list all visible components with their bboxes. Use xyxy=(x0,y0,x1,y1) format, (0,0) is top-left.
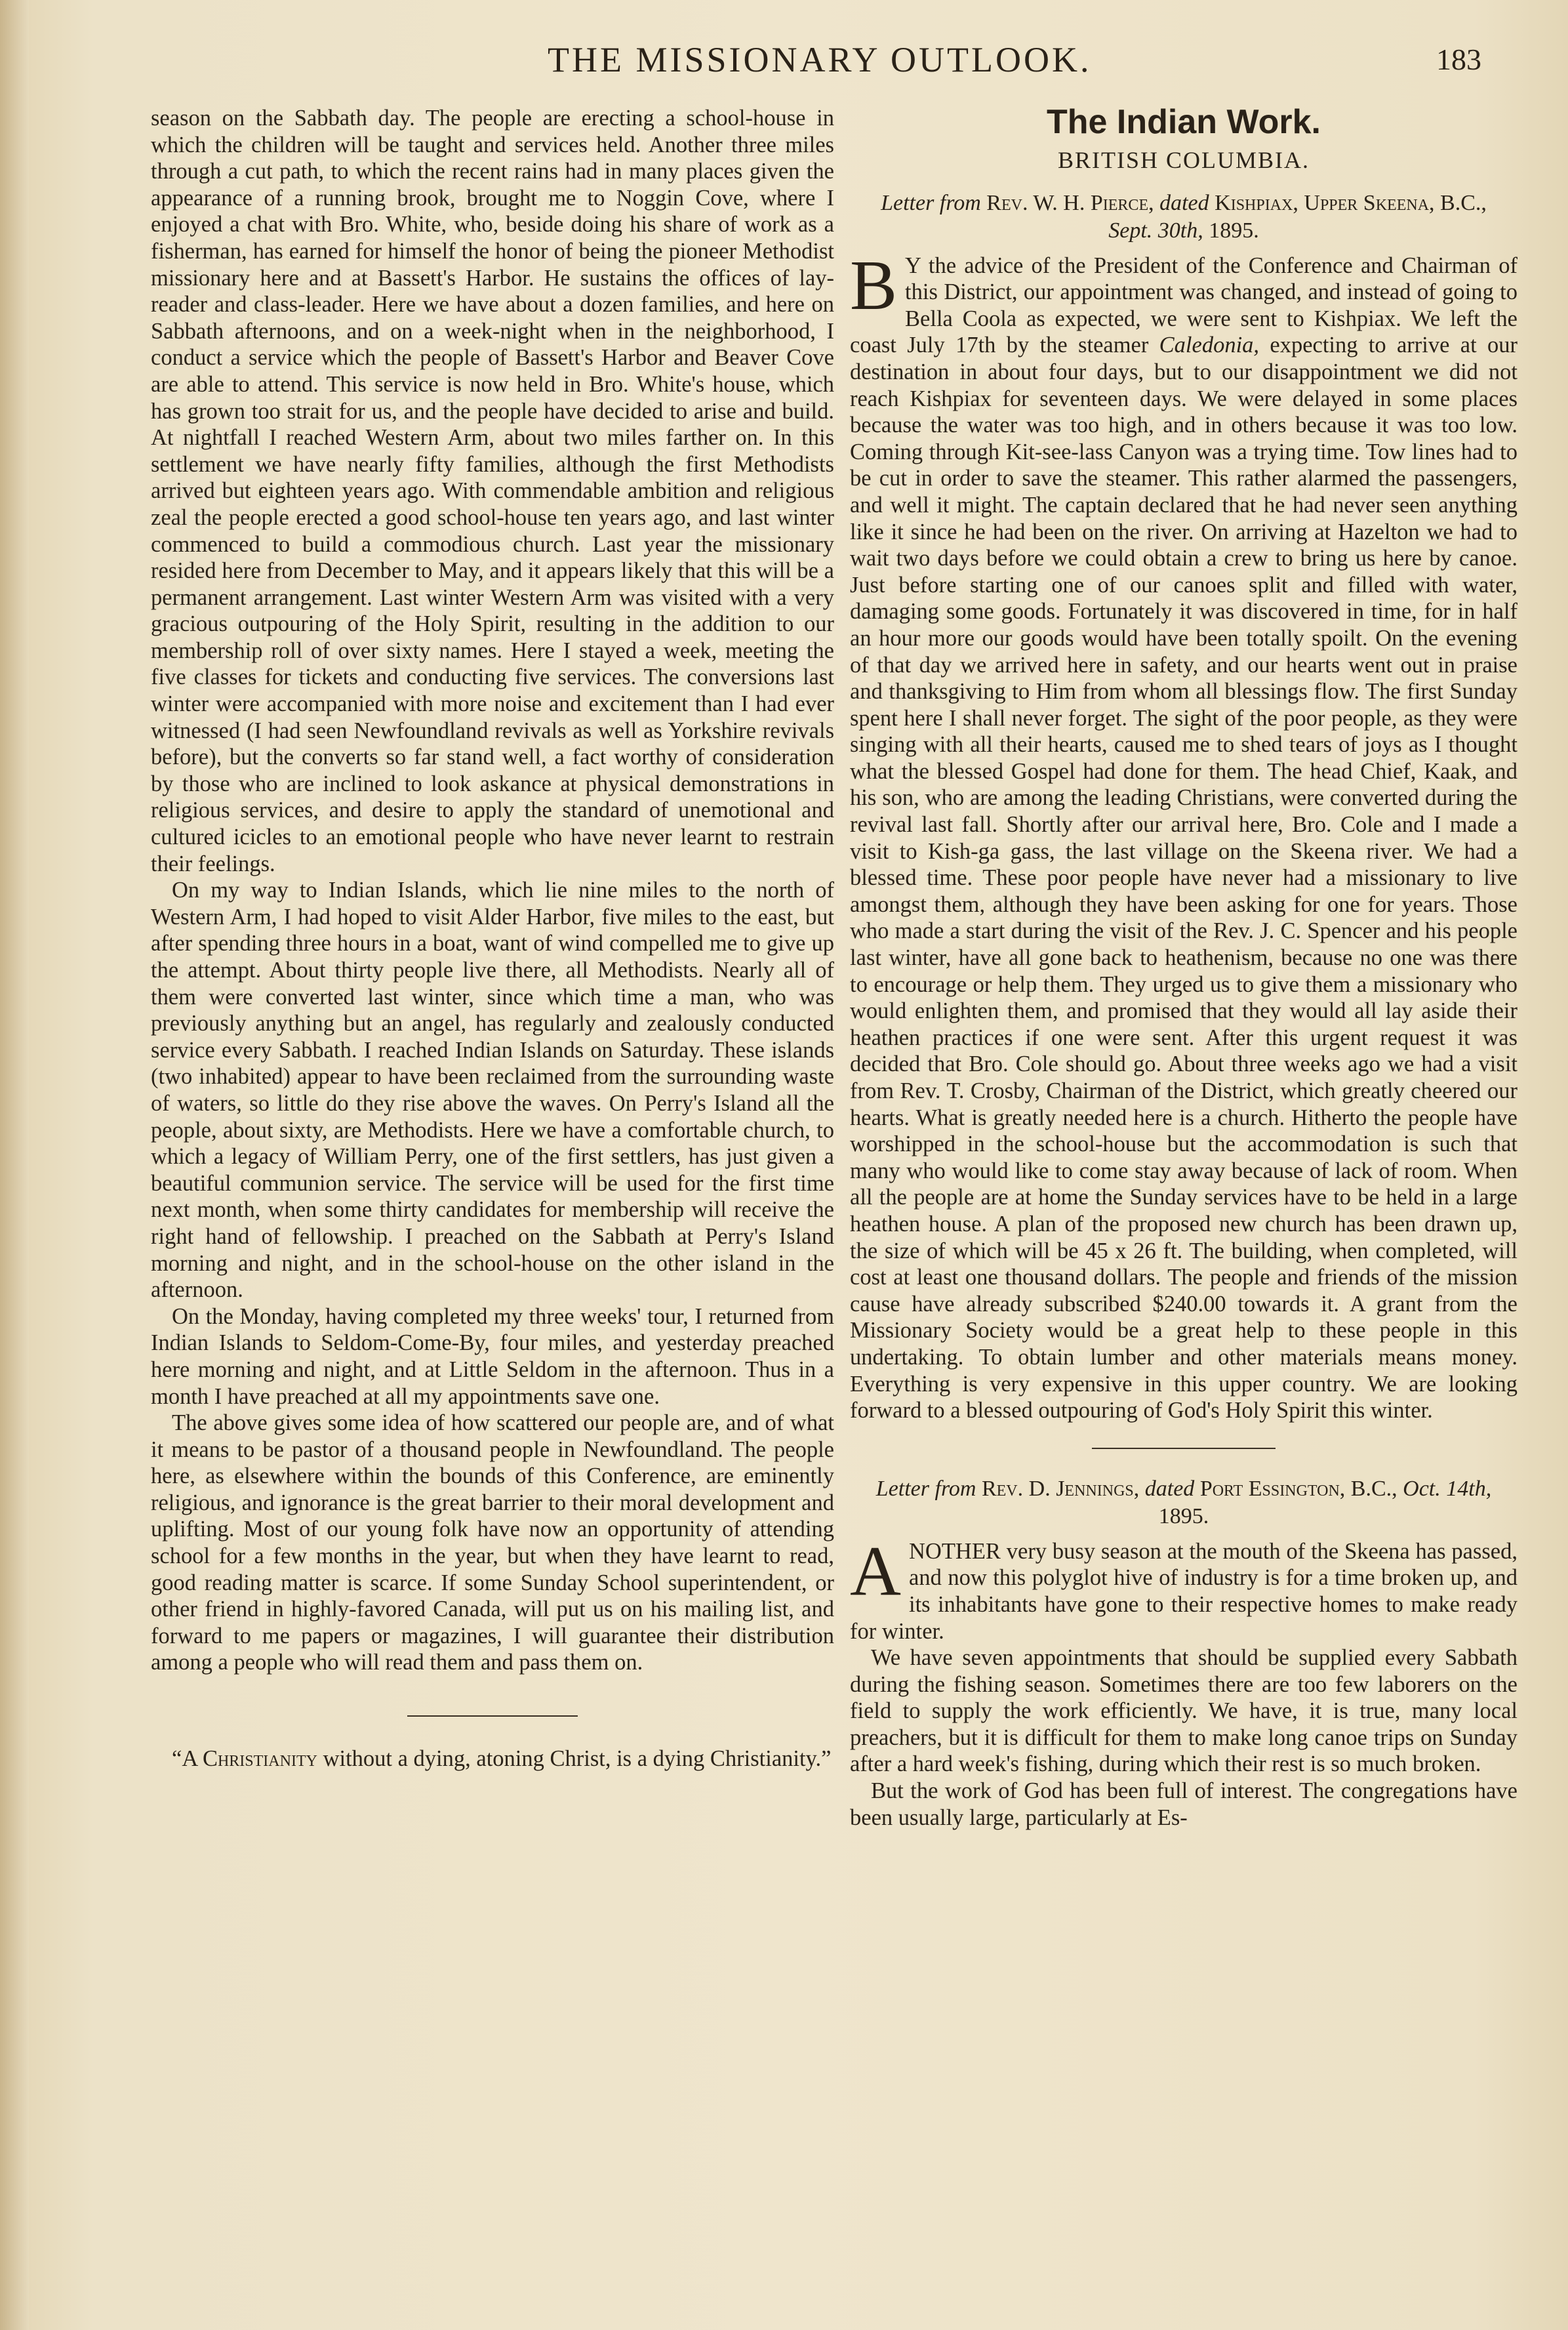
section-subtitle: BRITISH COLUMBIA. xyxy=(1057,147,1310,173)
page-number: 183 xyxy=(1436,43,1481,76)
letter-place: Port Essington, B.C., xyxy=(1199,1476,1397,1501)
section-title: The Indian Work. xyxy=(1047,103,1321,141)
right-column xyxy=(850,98,1518,1831)
letter-lead: Letter from xyxy=(881,190,981,215)
letter-body xyxy=(850,246,1518,1424)
paragraph: We have seven appointments that should be supplied every Sabbath during the fishing season. Sometimes there are too few laborers on the field to supply the work efficiently. We have, it is true, many local preachers, but it is difficult for them to make long canoe trips on Sunday after a hard week's fishing, during which their rest is so much broken. xyxy=(850,1645,1518,1777)
letter-place: Kishpiax, Upper Skeena, B.C., xyxy=(1215,190,1487,215)
paragraph: But the work of God has been full of interest. The congregations have been usually large, particularly at Es- xyxy=(850,1778,1518,1830)
left-column xyxy=(151,105,834,1772)
letter-year: 1895. xyxy=(1209,218,1259,243)
paragraph: On my way to Indian Islands, which lie nine miles to the north of Western Arm, I had hoped to visit Alder Harbor, five miles to the east, but after spending three hours in a boat, want of wind compelled me to give up the attempt. About thirty people live there, all Methodists. Nearly all of them were converted last winter, since which time a man, who was previously anything but an angel, has regularly and zealously conducted service every Sabbath. I reached Indian Islands on Saturday. These islands (two inhabited) appear to have been reclaimed from the surrounding waste of waters, so little do they rise above the waves. On Perry's Island all the people, about sixty, are Methodists. Here we have a comfortable church, to which a legacy of William Perry, one of the first settlers, has just given a beautiful communion service. The service will be used for the first time next month, when some thirty candidates for membership will receive the right hand of fellowship. I preached on the Sabbath at Perry's Island morning and night, and in the school-house on the other island in the afternoon. xyxy=(151,878,834,1303)
letter-date: Sept. 30th, xyxy=(1108,218,1203,243)
letter-body-rest: expecting to arrive at our destination in about four days, but to our disappointment we did not reach Kishpiax for seventeen days. We were delayed in some places because the water was too high, and in others because it was too low. Coming through Kit-see-lass Canyon was a trying time. Tow lines had to be cut in order to save the steamer. This rather alarmed the passengers, and well it might. The captain declared that he had never seen anything like it since he had been on the river. On arriving at Hazelton we had to wait two days before we could obtain a crew to bring us here by canoe. Just before starting one of our canoes split and filled with water, damaging some goods. Fortunately it was discovered in time, for in half an hour more our goods would have been totally spoilt. On the evening of that day we arrived here in safety, and our hearts went out in praise and thanksgiving to Him from whom all blessings flow. The first Sunday spent here I shall never forget. The sight of the poor people, as they were singing with all their hearts, caused me to shed tears of joys as I thought what the blessed Gospel had done for them. The head Chief, Kaak, and his son, who are among the leading Christians, were converted during the revival last fall. Shortly after our arrival here, Bro. Cole and I made a visit to Kish-ga gass, the last village on the Skeena river. We had a blessed time. These poor people have never had a missionary to live amongst them, although they have been asking for one for years. Those who made a start during the visit of the Rev. J. C. Spencer and his people last winter, have all gone back to heathenism, because no one was there to encourage or help them. They urged us to give them a missionary who would enlighten them, and promised that they would all lay aside their heathen practices if one were sent. After this urgent request it was decided that Bro. Cole should go. About three weeks ago we had a visit from Rev. T. Crosby, Chairman of the District, which greatly cheered our hearts. What is greatly needed here is a church. Hitherto the people have worshipped in the school-house but the accommodation is such that many who would like to come stay away because of lack of room. When all the people are at home the Sunday services have to be held in a large heathen house. A plan of the proposed new church has been drawn up, the size of which will be 45 x 26 ft. The building, when completed, will cost at least one thousand dollars. The people and friends of the mission cause have already subscribed $240.00 towards it. A grant from the Missionary Society would be a great help to these people in this undertaking. To obtain lumber and other materials means money. Everything is very expensive in this upper country. We are looking forward to a blessed outpouring of God's Holy Spirit this winter. xyxy=(850,333,1518,1423)
letter-heading xyxy=(850,1475,1518,1530)
quote-open: “A xyxy=(172,1746,203,1772)
ship-name: Caledonia, xyxy=(1159,333,1260,358)
letter-author: Rev. W. H. Pierce, xyxy=(986,190,1154,215)
paragraph: The above gives some idea of how scattered our people are, and of what it means to be pastor of a thousand people in Newfoundland. The people here, as elsewhere within the bounds of this Conference, are eminently religious, and ignorance is the great barrier to their moral development and uplifting. Most of our young folk have now an opportunity of attending school for a few months in the year, but when they have learnt to read, good reading matter is scarce. If some Sunday School superintendent, or other friend in highly-favored Canada, will put us on his mailing list, and forward to me papers or magazines, I will guarantee their distribution among a people who will read them and pass them on. xyxy=(151,1410,834,1675)
divider-rule xyxy=(407,1715,578,1717)
drop-cap: A xyxy=(850,1532,901,1610)
divider-rule xyxy=(1092,1448,1276,1449)
running-head xyxy=(131,33,1508,85)
letter-body-start: Y the advice of the President of the Conference and Chairman of this District, our appointment was changed, and instead of going to Bella Coola as expected, we were sent to Kishpiax. We left the coast July 17th by the steamer xyxy=(850,253,1518,358)
letter-dated: dated xyxy=(1144,1476,1195,1501)
binding-gutter xyxy=(0,0,29,2330)
running-title: THE MISSIONARY OUTLOOK. xyxy=(548,40,1092,79)
letter-year: 1895. xyxy=(1158,1503,1209,1528)
quote-rest: without a dying, atoning Christ, is a dying Christianity.” xyxy=(317,1746,832,1772)
letter-body-start: NOTHER very busy season at the mouth of the Skeena has passed, and now this polyglot hive of industry is for a time broken up, and its inhabitants have gone to their respective homes to make ready for winter. xyxy=(850,1538,1518,1644)
letter-date: Oct. 14th, xyxy=(1403,1476,1492,1501)
letter-lead: Letter from xyxy=(875,1476,976,1501)
closing-quote xyxy=(151,1746,834,1772)
letter-author: Rev. D. Jennings, xyxy=(981,1476,1140,1501)
quote-smallcaps: Christianity xyxy=(202,1746,317,1772)
drop-cap: B xyxy=(850,246,898,325)
paragraph: On the Monday, having completed my three weeks' tour, I returned from Indian Islands to Seldom-Come-By, four miles, and yesterday preached here morning and night, and at Little Seldom in the afternoon. Thus in a month I have preached at all my appointments save one. xyxy=(151,1303,834,1409)
letter-heading xyxy=(850,190,1518,245)
letter-body xyxy=(850,1532,1518,1645)
paragraph: season on the Sabbath day. The people are erecting a school-house in which the children will be taught and services held. Another three miles through a cut path, to which the recent rains had in many places given the appearance of a running brook, brought me to Noggin Cove, where I enjoyed a chat with Bro. White, who, beside doing his share of work as a fisherman, has earned for himself the honor of being the pioneer Methodist missionary here and at Bassett's Harbor. He sustains the offices of lay-reader and class-leader. Here we have about a dozen families, and here on Sabbath afternoons, and on a week-night when in the neighborhood, I conduct a service which the people of Bassett's Harbor and Beaver Cove are able to attend. This service is now held in Bro. White's house, which has grown too strait for us, and the people have decided to arise and build. At nightfall I reached Western Arm, about two miles farther on. In this settlement we have nearly fifty families, although the first Methodists arrived but eighteen years ago. With commendable ambition and religious zeal the people erected a good school-house ten years ago, and last winter commenced to build a commodious church. Last year the missionary resided here from December to May, and it appears likely that this will be a permanent arrangement. Last winter Western Arm was visited with a very gracious outpouring of the Holy Spirit, resulting in the addition to our membership roll of over sixty names. Here I stayed a week, meeting the five classes for tickets and conducting five services. The conversions last winter were accompanied with more noise and excitement than I had ever witnessed (I had seen Newfoundland revivals as well as Yorkshire revivals before), but the converts so far stand well, a fact worthy of consideration by those who are inclined to look askance at physical demonstrations in religious services, and desire to apply the standard of unemotional and cultured icicles to an emotional people who have never learnt to restrain their feelings. xyxy=(151,106,834,876)
letter-dated: dated xyxy=(1159,190,1209,215)
